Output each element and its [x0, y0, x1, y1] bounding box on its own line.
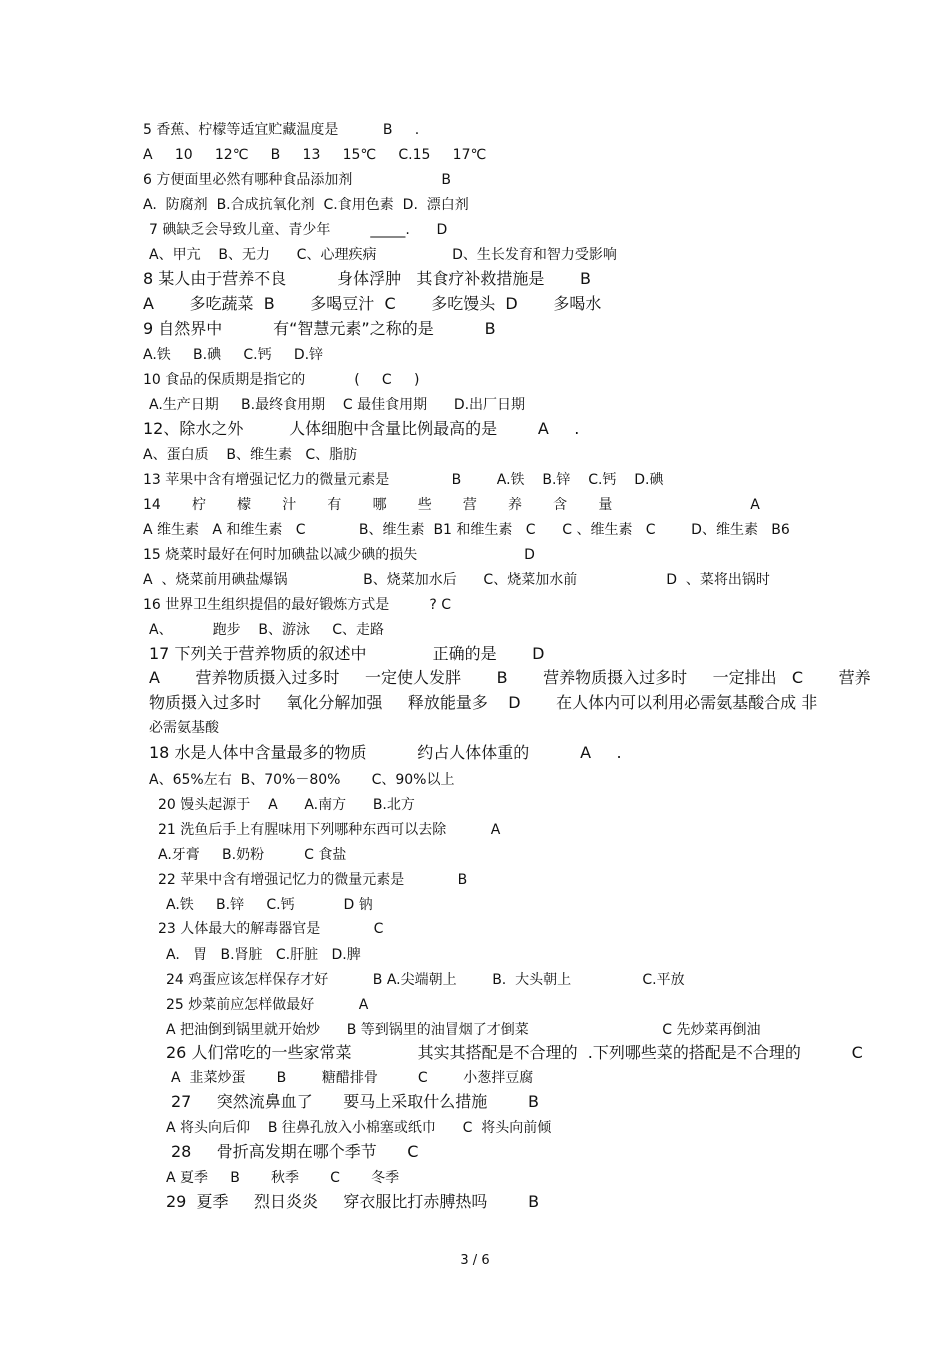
options-7: A、甲亢 B、无力 C、心理疾病 D、生长发育和智力受影响: [149, 247, 617, 263]
question-8: 8 某人由于营养不良 身体浮肿 其食疗补救措施是 B: [143, 269, 591, 288]
question-18: 18 水是人体中含量最多的物质 约占人体体重的 A .: [149, 743, 622, 762]
options-10: A.生产日期 B.最终食用期 C 最佳食用期 D.出厂日期: [149, 397, 526, 413]
options-14: A 维生素 A 和维生素 C B、维生素 B1 和维生素 C C 、维生素 C D、维生素 B6: [143, 522, 790, 538]
question-17: 17 下列关于营养物质的叙述中 正确的是 D: [149, 644, 545, 663]
options-5: A 10 12℃ B 13 15℃ C.15 17℃: [143, 147, 487, 163]
options-28: A 夏季 B 秋季 C 冬季: [166, 1170, 400, 1186]
question-25: 25 炒菜前应怎样做最好 A: [166, 997, 369, 1013]
question-14: 14 柠 檬 汁 有 哪 些 营 养 含 量 A: [143, 497, 760, 513]
options-16: A、 跑步 B、游泳 C、走路: [149, 622, 385, 638]
options-17-line3: 必需氨基酸: [149, 720, 219, 736]
options-15: A 、烧菜前用碘盐爆锅 B、烧菜加水后 C、烧菜加水前 D 、菜将出锅时: [143, 572, 770, 588]
options-25: A 把油倒到锅里就开始炒 B 等到锅里的油冒烟了才倒菜 C 先炒菜再倒油: [166, 1022, 761, 1038]
question-9: 9 自然界中 有“智慧元素”之称的是 B: [143, 319, 496, 338]
question-7: 7 碘缺乏会导致儿童、青少年 _____. D: [149, 222, 448, 238]
question-16: 16 世界卫生组织提倡的最好锻炼方式是 ? C: [143, 597, 451, 613]
question-29: 29 夏季 烈日炎炎 穿衣服比打赤膊热吗 B: [166, 1192, 540, 1211]
options-21: A.牙膏 B.奶粉 C 食盐: [158, 847, 347, 863]
options-18: A、65%左右 B、70%－80% C、90%以上: [149, 772, 455, 788]
question-26: 26 人们常吃的一些家常菜 其实其搭配是不合理的 .下列哪些菜的搭配是不合理的 C: [166, 1043, 863, 1062]
page-number: 3 / 6: [460, 1253, 490, 1268]
question-23: 23 人体最大的解毒器官是 C: [158, 921, 384, 937]
question-13: 13 苹果中含有增强记忆力的微量元素是 B A.铁 B.锌 C.钙 D.碘: [143, 472, 664, 488]
options-8: A 多吃蔬菜 B 多喝豆汁 C 多吃馒头 D 多喝水: [143, 294, 602, 313]
question-5: 5 香蕉、柠檬等适宜贮藏温度是 B .: [143, 122, 420, 138]
question-22: 22 苹果中含有增强记忆力的微量元素是 B: [158, 872, 468, 888]
options-6: A. 防腐剂 B.合成抗氧化剂 C.食用色素 D. 漂白剂: [143, 197, 469, 213]
question-20: 20 馒头起源于 A A.南方 B.北方: [158, 797, 415, 813]
question-27: 27 突然流鼻血了 要马上采取什么措施 B: [171, 1092, 539, 1111]
options-27: A 将头向后仰 B 往鼻孔放入小棉塞或纸巾 C 将头向前倾: [166, 1120, 552, 1136]
options-12: A、蛋白质 B、维生素 C、脂肪: [143, 447, 358, 463]
question-24: 24 鸡蛋应该怎样保存才好 B A.尖端朝上 B. 大头朝上 C.平放: [166, 972, 685, 988]
options-9: A.铁 B.碘 C.钙 D.锌: [143, 347, 324, 363]
options-17-line1: A 营养物质摄入过多时 一定使人发胖 B 营养物质摄入过多时 一定排出 C 营养: [149, 668, 871, 687]
question-12: 12、除水之外 人体细胞中含量比例最高的是 A .: [143, 419, 580, 438]
options-22: A.铁 B.锌 C.钙 D 钠: [166, 897, 373, 913]
question-21: 21 洗鱼后手上有腥味用下列哪种东西可以去除 A: [158, 822, 501, 838]
options-17-line2: 物质摄入过多时 氧化分解加强 释放能量多 D 在人体内可以利用必需氨基酸合成 非: [149, 693, 818, 712]
question-6: 6 方便面里必然有哪种食品添加剂 B: [143, 172, 451, 188]
question-15: 15 烧菜时最好在何时加碘盐以减少碘的损失 D: [143, 547, 535, 563]
options-26: A 韭菜炒蛋 B 糖醋排骨 C 小葱拌豆腐: [171, 1070, 534, 1086]
question-10: 10 食品的保质期是指它的 ( C ): [143, 372, 420, 388]
options-23: A. 胃 B.肾脏 C.肝脏 D.脾: [166, 947, 361, 963]
question-28: 28 骨折高发期在哪个季节 C: [171, 1142, 419, 1161]
